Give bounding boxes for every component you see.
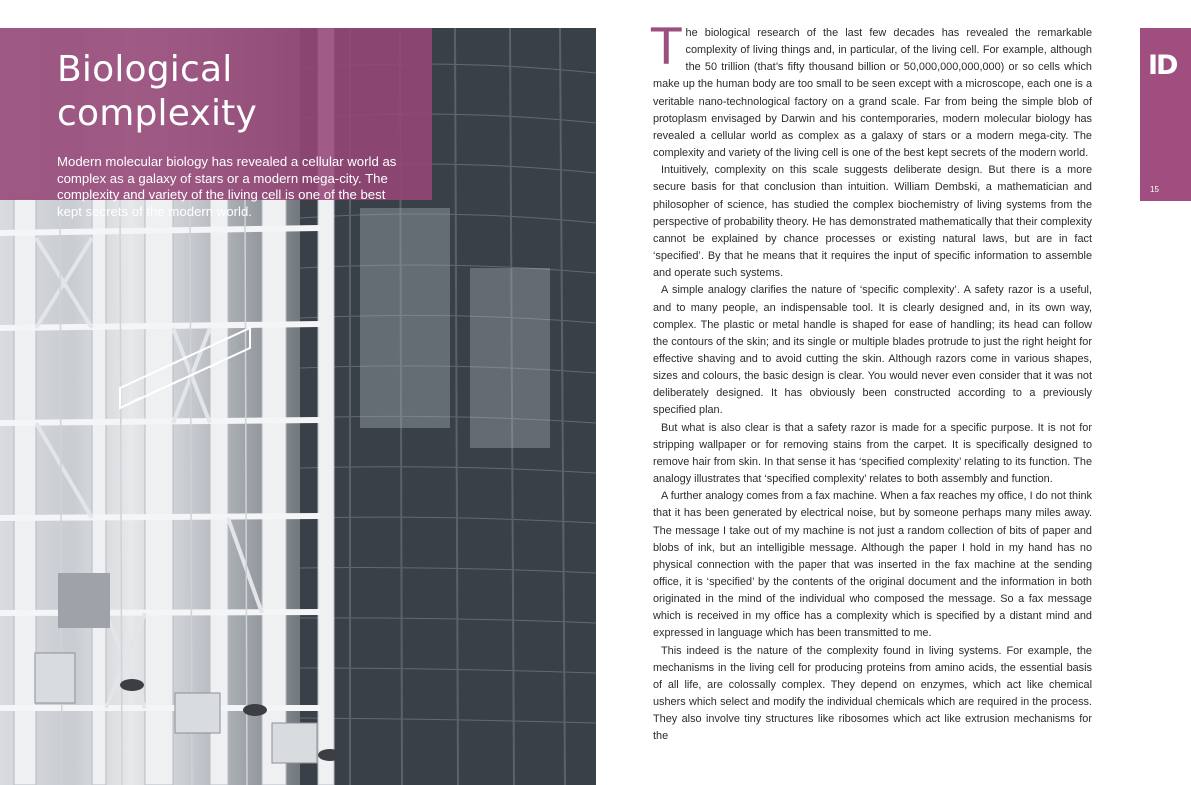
title-panel (0, 28, 432, 219)
paragraph-2: Intuitively, complexity on this scale suggests deliberate design. But there is a more secure basis for that conclusion than intuition. William Dembski, a mathematician and philosopher of science, has studied the complex biochemistry of living systems from the perspective of probability theory. He has demonstrated mathematically that their complexity cannot be explained by chance processes or existing natural laws, but are in fact ‘specified’. By that he means that it requires the input of specific information to assemble and operate such systems. (653, 164, 1092, 280)
page-number: 15 (1150, 185, 1159, 194)
paragraph-1 (651, 18, 1092, 162)
paragraph-3: A simple analogy clarifies the nature of ‘specific complexity’. A safety razor is a useful, and to many people, an indispensable tool. It is clearly designed and, in its own way, complex. The plastic or metal handle is shaped for ease of handling; its head can follow the contours of the skin; and its single or multiple blades protrude to just the right height for effective shaving and to avoid cutting the skin. Although razors come in various shapes, sizes and colours, the basic design is clear. You would never even consider that it was not deliberately designed. It has obviously been constructed according to a previously specified plan. (653, 284, 1092, 417)
body-text (651, 18, 1092, 746)
paragraph-1-text: he biological research of the last few decades has revealed the remarkable complexity of living things and, in particular, of the living cell. For example, although the 50 trillion (that’s fifty thousand billion or 50,000,000,000,000) or so cells which make up the human body are too small to be seen except with a microscope, each one is a veritable nano-technological factory on a grand scale. Far from being the simple blob of protoplasm envisaged by Darwin and his contemporaries, modern molecular biology has revealed a cellular world as complex as a galaxy of stars or a modern mega-city. The complexity and variety of the living cell is one of the best kept secrets of the modern world. (653, 27, 1092, 160)
paragraph-5: A further analogy comes from a fax machine. When a fax reaches my office, I do not think that it has been generated by electrical noise, but by someone perhaps many miles away. The message I take out of my machine is not just a random collection of bits of paper and blobs of ink, but an intelligible message. Although the paper I hold in my hand has no physical connection with the paper that was inserted in the fax machine at the sending office, it is ‘specified’ by the contents of the original document and the information in both originated in the mind of the individual who composed the message. So a fax message which is received in my office has a complexity which is specified by a distant mind and expressed in language which has been transmitted to me. (653, 490, 1092, 640)
paragraph-4: But what is also clear is that a safety razor is made for a specific purpose. It is not for stripping wallpaper or for removing stains from the carpet. It is specifically designed to remove hair from skin. In that sense it has ‘specified complexity’ relating to its function. The analogy illustrates that ‘specified complexity’ relates to both assembly and function. (653, 421, 1092, 486)
intro-text: Modern molecular biology has revealed a cellular world as complex as a galaxy of stars or a modern mega-city. The complexity and variety of the living cell is one of the best kept secrets of the modern world. (57, 154, 397, 219)
drop-cap: T (651, 18, 682, 76)
section-tab (1140, 28, 1191, 201)
paragraph-6: This indeed is the nature of the complexity found in living systems. For example, the mechanisms in the living cell for producing proteins from amino acids, the essential basis of all life, are colossally complex. They depend on enzymes, which act like chemical ushers which select and modify the individual chemicals which are required in the process. They also involve tiny structures like ribosomes which act like extrusion mechanisms for the (653, 644, 1092, 743)
id-logo: ID (1148, 50, 1177, 81)
page-title: Biological complexity (57, 49, 257, 134)
